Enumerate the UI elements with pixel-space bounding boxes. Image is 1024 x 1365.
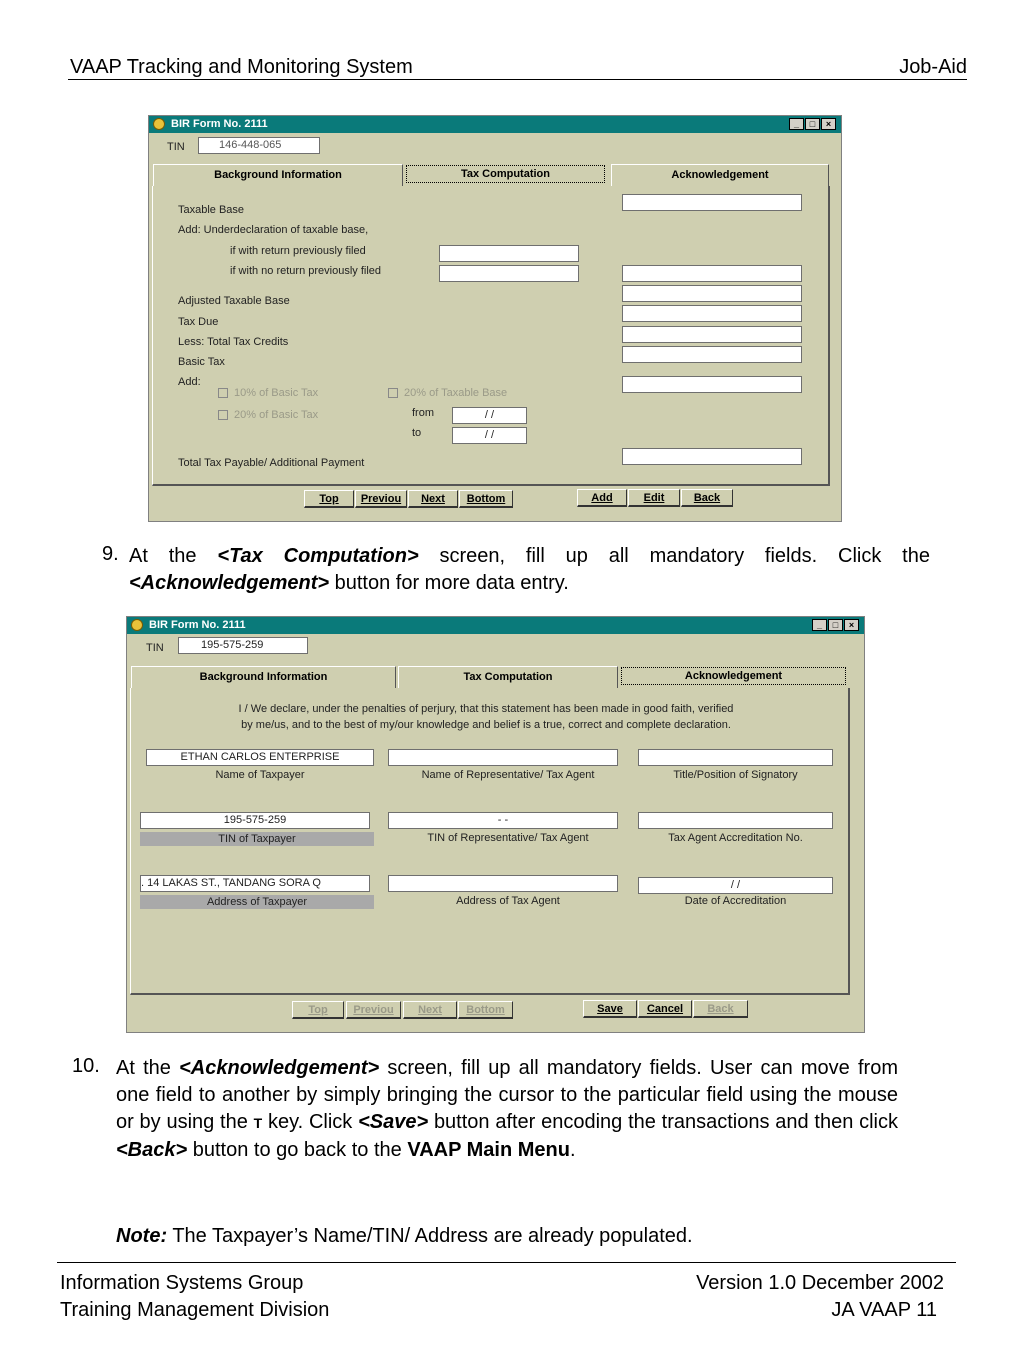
signatory-title-field[interactable] — [638, 749, 833, 766]
edit-button[interactable]: Edit — [628, 489, 680, 507]
step-9-part: At the — [129, 545, 197, 567]
accreditation-date-field[interactable]: / / — [638, 877, 833, 894]
cancel-button[interactable]: Cancel — [638, 1000, 692, 1018]
step-10-part: key. Click — [267, 1111, 353, 1133]
total-tax-credits-label: Less: Total Tax Credits — [178, 336, 289, 348]
accreditation-date-label: Date of Accreditation — [684, 895, 787, 907]
address-of-taxpayer-field[interactable]: . 14 LAKAS ST., TANDANG SORA Q — [140, 875, 370, 892]
date-to-field[interactable]: / / — [452, 427, 527, 444]
total-tax-credits-field[interactable] — [622, 326, 802, 343]
bottom-button[interactable]: Bottom — [459, 490, 513, 508]
header-rule — [68, 79, 967, 80]
footer-org: Information Systems Group — [60, 1272, 304, 1294]
taxable-base-label: Taxable Base — [178, 204, 245, 216]
taxable-base-field[interactable] — [622, 194, 802, 211]
chk-10-basic-tax[interactable] — [218, 388, 228, 398]
tin-field[interactable]: 195-575-259 — [178, 637, 308, 654]
add-label: Add: — [178, 376, 201, 388]
address-of-agent-label: Address of Tax Agent — [456, 895, 560, 907]
step-9-part: button for more data entry. — [334, 572, 569, 594]
window-title: BIR Form No. 2111 — [171, 118, 268, 130]
step-10-bold: <Acknowledgement> — [179, 1057, 380, 1079]
add-penalty-field[interactable] — [622, 376, 802, 393]
to-label: to — [412, 427, 422, 439]
representative-name-field[interactable] — [388, 749, 618, 766]
save-button[interactable]: Save — [583, 1000, 637, 1018]
step-10-part: At the — [116, 1057, 171, 1079]
step-9-bold: <Tax Computation> — [217, 545, 419, 567]
acknowledgement-window — [126, 616, 865, 1033]
name-of-taxpayer-field[interactable]: ETHAN CARLOS ENTERPRISE — [146, 749, 374, 766]
tax-computation-window — [148, 115, 842, 522]
tin-of-taxpayer-label: TIN of Taxpayer — [140, 832, 374, 846]
accreditation-no-field[interactable] — [638, 812, 833, 829]
next-button[interactable]: Next — [408, 490, 458, 508]
step-10-part: button after encoding the transactions and then click — [433, 1111, 898, 1133]
tab-tax-computation[interactable]: Tax Computation — [398, 666, 618, 688]
minimize-button[interactable]: _ — [812, 619, 827, 631]
doc-header-title: VAAP Tracking and Monitoring System — [70, 56, 413, 78]
underdeclaration-label: Add: Underdeclaration of taxable base, — [178, 224, 369, 236]
bottom-button[interactable]: Bottom — [458, 1001, 513, 1019]
back-button[interactable]: Back — [681, 489, 733, 507]
tax-due-field[interactable] — [622, 305, 802, 322]
no-return-field[interactable] — [439, 265, 579, 282]
total-tax-payable-field[interactable] — [622, 448, 802, 465]
step-9-bold: <Acknowledgement> — [129, 572, 330, 594]
representative-name-label: Name of Representative/ Tax Agent — [421, 769, 595, 781]
tin-label: TIN — [167, 141, 185, 153]
footer-version: Version 1.0 December 2002 — [696, 1272, 944, 1294]
back-button[interactable]: Back — [693, 1000, 748, 1018]
declaration-line-2: by me/us, and to the best of my/our knowledge and belief is a true, correct and complete declaration. — [241, 719, 731, 731]
from-label: from — [412, 407, 434, 419]
footer-division: Training Management Division — [60, 1299, 330, 1321]
basic-tax-label: Basic Tax — [178, 356, 225, 368]
footer-rule — [57, 1262, 956, 1263]
adjusted-taxable-base-field[interactable] — [622, 285, 802, 302]
tab-background-information[interactable]: Background Information — [153, 164, 403, 186]
tin-field[interactable]: 146-448-065 — [198, 137, 320, 154]
address-of-agent-field[interactable] — [388, 875, 618, 892]
tab-key-glyph: T — [253, 1115, 263, 1131]
step-10-number: 10. — [72, 1055, 100, 1077]
tin-of-taxpayer-field[interactable]: 195-575-259 — [140, 812, 370, 829]
address-of-taxpayer-label: Address of Taxpayer — [140, 895, 374, 909]
declaration-line-1: I / We declare, under the penalties of perjury, that this statement has been made in good faith, verified — [238, 703, 734, 715]
adjusted-taxable-base-label: Adjusted Taxable Base — [178, 295, 290, 307]
accreditation-no-label: Tax Agent Accreditation No. — [668, 832, 803, 844]
step-9-text — [129, 543, 930, 597]
note-text: The Taxpayer’s Name/TIN/ Address are already populated. — [172, 1225, 693, 1247]
tax-due-label: Tax Due — [178, 316, 219, 328]
name-of-taxpayer-label: Name of Taxpayer — [215, 769, 305, 781]
basic-tax-field[interactable] — [622, 346, 802, 363]
close-button[interactable]: × — [844, 619, 859, 631]
top-button[interactable]: Top — [304, 490, 354, 508]
underdeclaration-total-field[interactable] — [622, 265, 802, 282]
total-tax-payable-label: Total Tax Payable/ Additional Payment — [178, 457, 365, 469]
note-label: Note: — [116, 1225, 168, 1247]
chk-10-basic-tax-label: 10% of Basic Tax — [234, 387, 319, 399]
chk-20-taxable-base-label: 20% of Taxable Base — [404, 387, 508, 399]
step-10-bold: <Save> — [358, 1111, 429, 1133]
maximize-button[interactable]: □ — [828, 619, 843, 631]
close-button[interactable]: × — [821, 118, 836, 130]
previous-button[interactable]: Previou — [355, 490, 407, 508]
window-title: BIR Form No. 2111 — [149, 619, 246, 631]
tin-of-representative-field[interactable]: - - — [388, 812, 618, 829]
chk-20-basic-tax-label: 20% of Basic Tax — [234, 409, 319, 421]
step-10-part: . — [569, 1139, 576, 1161]
tab-acknowledgement[interactable]: Acknowledgement — [621, 667, 846, 685]
app-icon — [153, 118, 165, 130]
step-9-number: 9. — [102, 543, 119, 565]
chk-20-basic-tax[interactable] — [218, 410, 228, 420]
tab-acknowledgement[interactable]: Acknowledgement — [611, 164, 829, 186]
tab-background-information[interactable]: Background Information — [131, 666, 396, 688]
previous-button[interactable]: Previou — [346, 1001, 401, 1019]
maximize-button[interactable]: □ — [805, 118, 820, 130]
chk-20-taxable-base[interactable] — [388, 388, 398, 398]
title-bar — [127, 617, 864, 634]
tin-label: TIN — [146, 642, 164, 654]
step-10-part: screen, fill up all mandatory fields. User can move from one field to another by simply bringing the cursor to the particular field using the mouse or by using the — [116, 1057, 898, 1133]
signatory-title-label: Title/Position of Signatory — [673, 769, 798, 781]
tab-tax-computation[interactable]: Tax Computation — [406, 165, 605, 183]
add-button[interactable]: Add — [577, 489, 627, 507]
step-10-bold: VAAP Main Menu — [407, 1139, 570, 1161]
app-icon — [131, 619, 143, 631]
top-button[interactable]: Top — [292, 1001, 344, 1019]
step-10-text — [116, 1055, 898, 1164]
step-10-part: button to go back to the — [192, 1139, 402, 1161]
with-return-field[interactable] — [439, 245, 579, 262]
minimize-button[interactable]: _ — [789, 118, 804, 130]
tin-of-representative-label: TIN of Representative/ Tax Agent — [427, 832, 589, 844]
doc-header-label: Job-Aid — [899, 56, 967, 78]
no-return-label: if with no return previously filed — [230, 265, 382, 277]
title-bar — [149, 116, 841, 133]
step-10-bold: <Back> — [116, 1139, 188, 1161]
date-from-field[interactable]: / / — [452, 407, 527, 424]
with-return-label: if with return previously filed — [230, 245, 366, 257]
footer-page: JA VAAP 11 — [831, 1299, 937, 1321]
step-9-part: screen, fill up all mandatory fields. Click the — [439, 545, 930, 567]
note — [116, 1223, 693, 1250]
next-button[interactable]: Next — [403, 1001, 457, 1019]
